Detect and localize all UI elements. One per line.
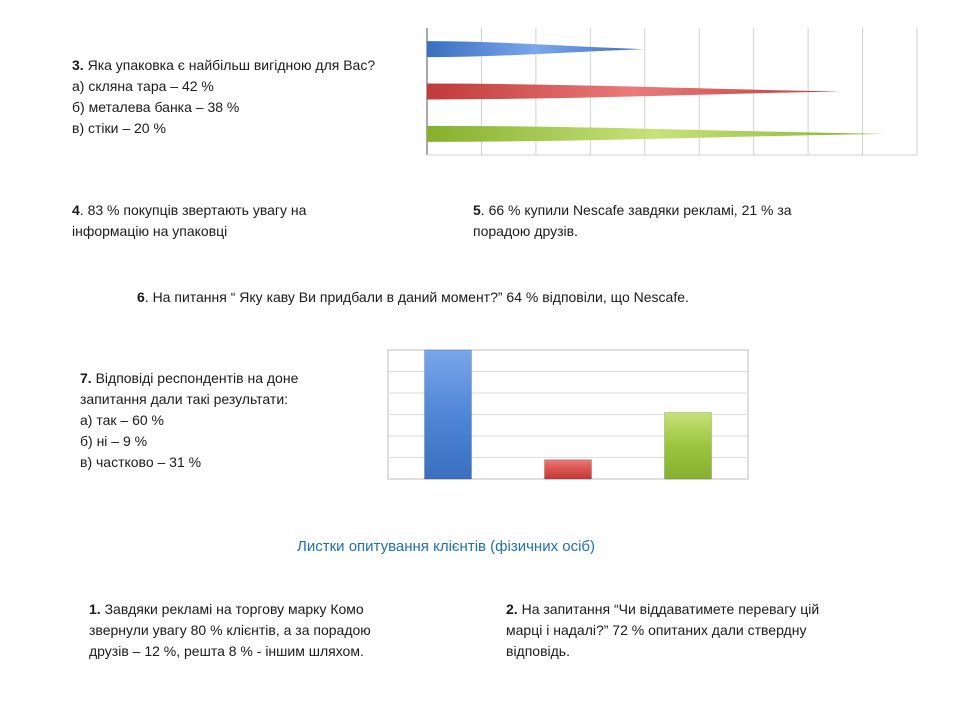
question-3-text: Яка упаковка є найбільш вигідною для Вас? — [83, 57, 376, 73]
bar-скляна тара — [427, 126, 884, 142]
client-item-1-line-3: друзів – 12 %, решта 8 % - іншим шляхом. — [89, 643, 364, 659]
client-item-1-text-1: Завдяки рекламі на торгову марку Комо — [100, 601, 364, 617]
bar-частково — [665, 412, 712, 479]
question-6-text: . На питання “ Яку каву Ви придбали в даний момент?” 64 % відповіли, що Nescafe. — [144, 289, 689, 305]
question-5-text-1: . 66 % купили Nescafe завдяки рекламі, 21 % за — [480, 202, 792, 218]
client-item-2-line-3: відповідь. — [506, 643, 570, 659]
answers-bar-chart — [388, 350, 748, 479]
question-7-option-c: в) частково – 31 % — [80, 454, 202, 470]
section-heading: Листки опитування клієнтів (фізичних осіб) — [297, 538, 596, 555]
question-6-number: 6 — [137, 289, 145, 305]
question-4-line-2: інформацію на упаковці — [72, 223, 228, 239]
question-3-option-a: а) скляна тара – 42 % — [72, 78, 214, 94]
question-3-option-c: в) стіки – 20 % — [72, 120, 166, 136]
question-4-number: 4 — [72, 202, 80, 218]
client-item-1-number: 1. — [89, 601, 101, 617]
question-3-option-b: б) металева банка – 38 % — [72, 99, 240, 115]
question-7-line-2: запитання дали такі результати: — [80, 391, 289, 407]
question-7-number: 7. — [80, 370, 92, 386]
bar-так — [425, 350, 472, 479]
question-3-number: 3. — [72, 57, 84, 73]
bar-ні — [545, 460, 592, 479]
client-item-2-line-2: марці і надалі?” 72 % опитаних дали ствердну — [506, 622, 807, 638]
question-7-option-a: а) так – 60 % — [80, 412, 164, 428]
client-item-2-number: 2. — [506, 601, 518, 617]
question-7-text-1: Відповіді респондентів на доне — [91, 370, 299, 386]
client-item-1-line-2: звернули увагу 80 % клієнтів, а за порадою — [89, 622, 371, 638]
question-7-option-b: б) ні – 9 % — [80, 433, 148, 449]
client-item-2-text-1: На запитання “Чи віддаватимете перевагу цій — [517, 601, 820, 617]
question-5-line-2: порадою друзів. — [473, 223, 578, 239]
packaging-bar-chart — [427, 28, 917, 155]
question-5-number: 5 — [473, 202, 481, 218]
question-4-text-1: . 83 % покупців звертають увагу на — [79, 202, 307, 218]
bar-металева банка — [427, 84, 841, 100]
